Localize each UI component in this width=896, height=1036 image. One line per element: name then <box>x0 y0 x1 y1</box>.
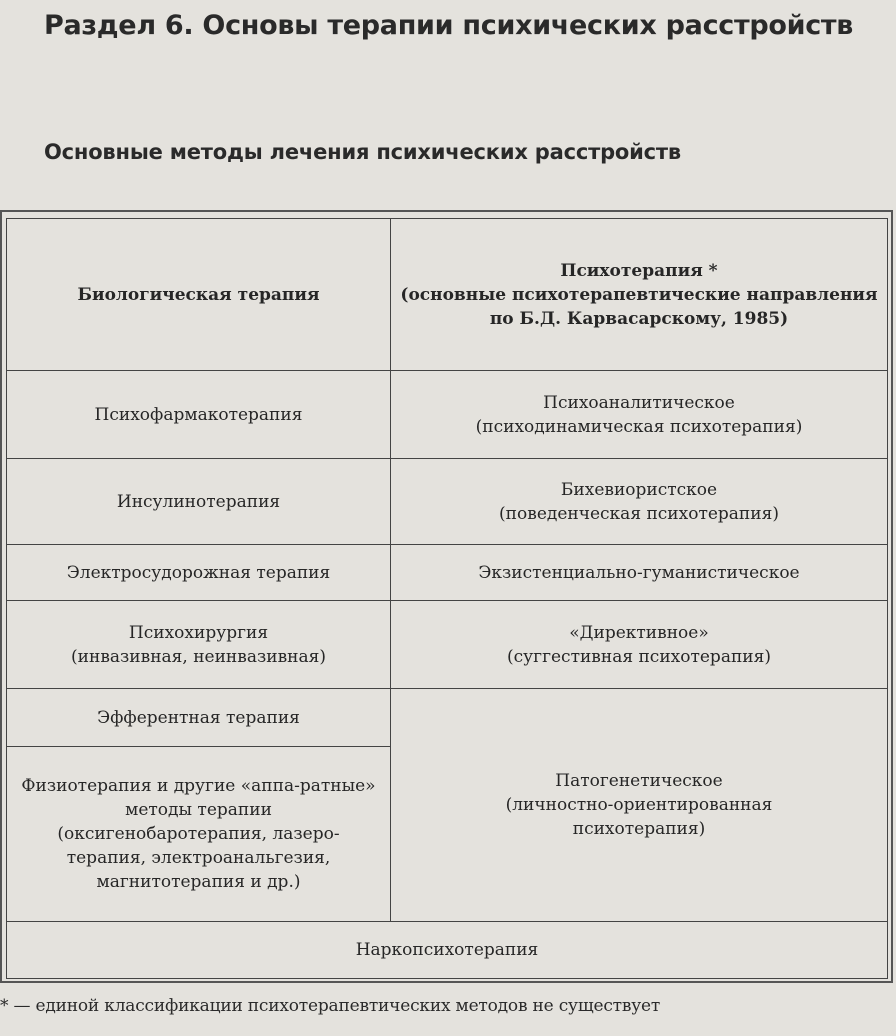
psy-text: «Директивное» (суггестивная психотерапия) <box>507 622 771 667</box>
psy-text: Патогенетическое (личностно-ориентированная психотерапия) <box>505 771 773 839</box>
psy-text: Психоаналитическое (психодинамическая психотерапия) <box>475 392 803 437</box>
bottom-cell <box>7 922 888 979</box>
psy-cell <box>391 689 888 922</box>
bio-cell <box>7 459 391 545</box>
bio-text: Электросудорожная терапия <box>66 562 331 583</box>
bio-cell <box>7 601 391 689</box>
bio-text: Инсулинотерапия <box>116 491 281 512</box>
psy-cell <box>391 601 888 689</box>
bio-text: Психохирургия (инвазивная, неинвазивная) <box>71 622 326 667</box>
header-biological <box>7 219 391 371</box>
header-psychotherapy <box>391 219 888 371</box>
bio-text: Физиотерапия и другие «аппа-ратные» методы терапии (оксигенобаротерапия, лазеро-терапия, электроанальгезия, магнитотерапия и др.) <box>21 776 376 892</box>
bio-cell <box>7 689 391 747</box>
footnote: * — единой классификации психотерапевтических методов не существует <box>0 996 661 1016</box>
bottom-text: Наркопсихотерапия <box>355 940 539 960</box>
header-biological-text: Биологическая терапия <box>77 284 320 305</box>
section-title: Раздел 6. Основы терапии психических расстройств <box>44 10 854 41</box>
bio-text: Эфферентная терапия <box>97 707 300 728</box>
bio-cell <box>7 545 391 601</box>
bio-cell <box>7 371 391 459</box>
psy-text: Экзистенциально-гуманистическое <box>478 562 800 583</box>
psy-text: Бихевиористское (поведенческая психотерапия) <box>499 479 779 524</box>
bio-text: Психофармакотерапия <box>94 404 303 425</box>
bio-cell <box>7 747 391 922</box>
table-title: Основные методы лечения психических расстройств <box>44 140 681 164</box>
psy-cell <box>391 459 888 545</box>
psy-cell <box>391 545 888 601</box>
psy-cell <box>391 371 888 459</box>
header-psychotherapy-text: Психотерапия * (основные психотерапевтические направления по Б.Д. Карвасарскому, 1985) <box>400 260 878 329</box>
therapy-methods-table <box>6 218 888 979</box>
